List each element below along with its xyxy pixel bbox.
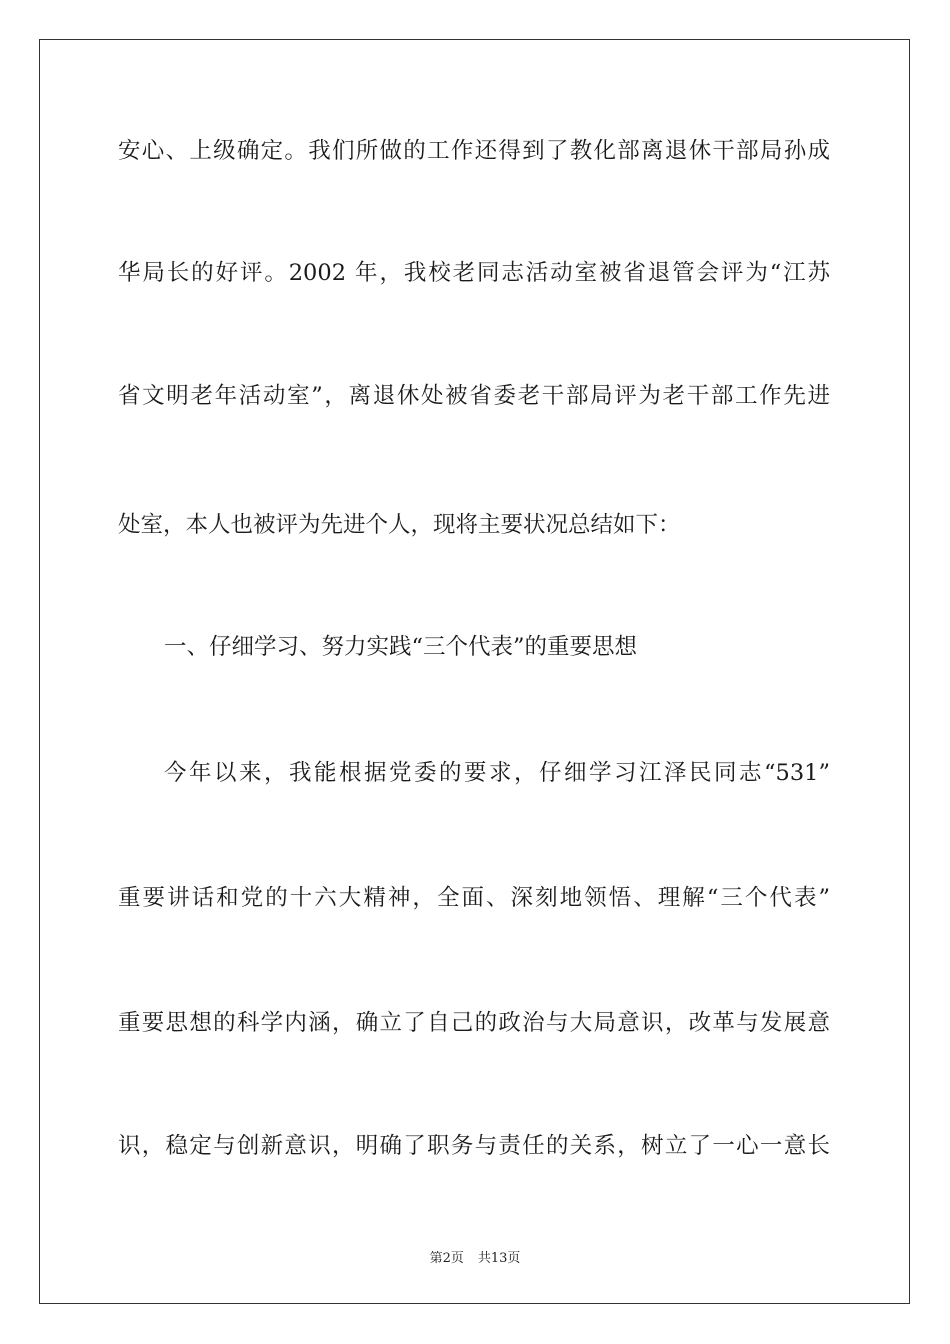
page-number: 第2页 xyxy=(429,1251,464,1266)
page-total: 共13页 xyxy=(477,1251,521,1266)
section-heading: 一、仔细学习、努力实践“三个代表”的重要思想 xyxy=(164,634,638,660)
body-text-line: 重要讲话和党的十六大精神，全面、深刻地领悟、理解“三个代表” xyxy=(118,885,830,911)
body-text-line: 处室，本人也被评为先进个人，现将主要状况总结如下： xyxy=(118,512,681,538)
body-text-line: 华局长的好评。2002 年，我校老同志活动室被省退管会评为“江苏 xyxy=(118,260,830,286)
page-footer xyxy=(0,1247,950,1266)
body-text-line: 今年以来，我能根据党委的要求，仔细学习江泽民同志“531” xyxy=(164,760,830,786)
body-text-line: 重要思想的科学内涵，确立了自己的政治与大局意识，改革与发展意 xyxy=(118,1010,830,1036)
body-text-line: 识，稳定与创新意识，明确了职务与责任的关系，树立了一心一意长 xyxy=(118,1133,830,1159)
body-text-line: 安心、上级确定。我们所做的工作还得到了教化部离退休干部局孙成 xyxy=(118,138,830,164)
body-text-line: 省文明老年活动室”，离退休处被省委老干部局评为老干部工作先进 xyxy=(118,383,830,409)
page-frame xyxy=(39,39,910,1304)
